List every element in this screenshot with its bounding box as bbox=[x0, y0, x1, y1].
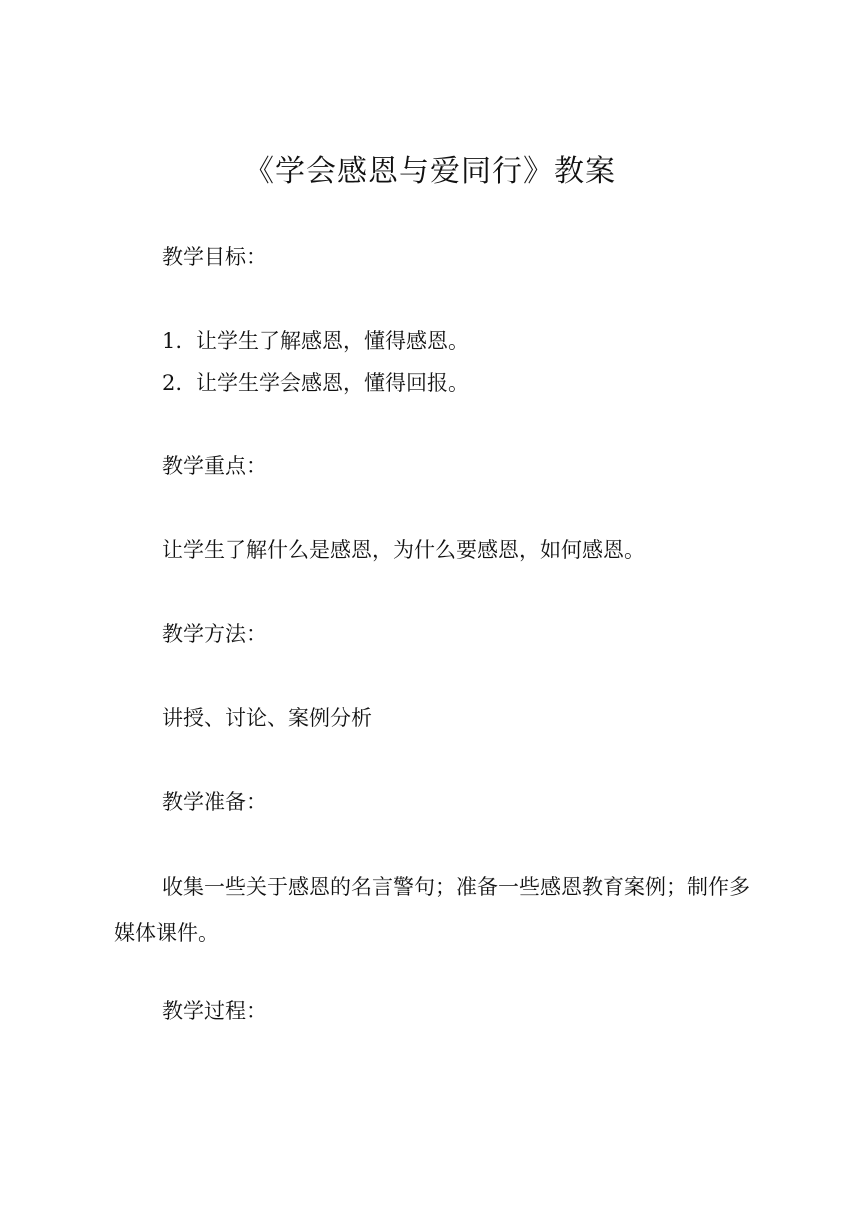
objective-item-1 bbox=[162, 326, 469, 356]
methods-text: 讲授、讨论、案例分析 bbox=[162, 706, 372, 730]
list-number: 1. bbox=[162, 329, 183, 353]
objectives-heading: 教学目标： bbox=[162, 245, 267, 269]
key-points-text: 让学生了解什么是感恩，为什么要感恩，如何感恩。 bbox=[162, 538, 645, 562]
objective-text: 让学生了解感恩，懂得感恩。 bbox=[196, 329, 469, 353]
list-number: 2. bbox=[162, 371, 183, 395]
process-heading: 教学过程： bbox=[162, 999, 267, 1023]
objective-text: 让学生学会感恩，懂得回报。 bbox=[196, 371, 469, 395]
preparation-text: 收集一些关于感恩的名言警句；准备一些感恩教育案例；制作多媒体课件。 bbox=[114, 875, 750, 945]
objective-item-2 bbox=[162, 368, 469, 398]
key-points-heading: 教学重点： bbox=[162, 454, 267, 478]
methods-heading: 教学方法： bbox=[162, 622, 267, 646]
document-title: 《学会感恩与爱同行》教案 bbox=[244, 154, 616, 189]
preparation-heading: 教学准备： bbox=[162, 790, 267, 814]
